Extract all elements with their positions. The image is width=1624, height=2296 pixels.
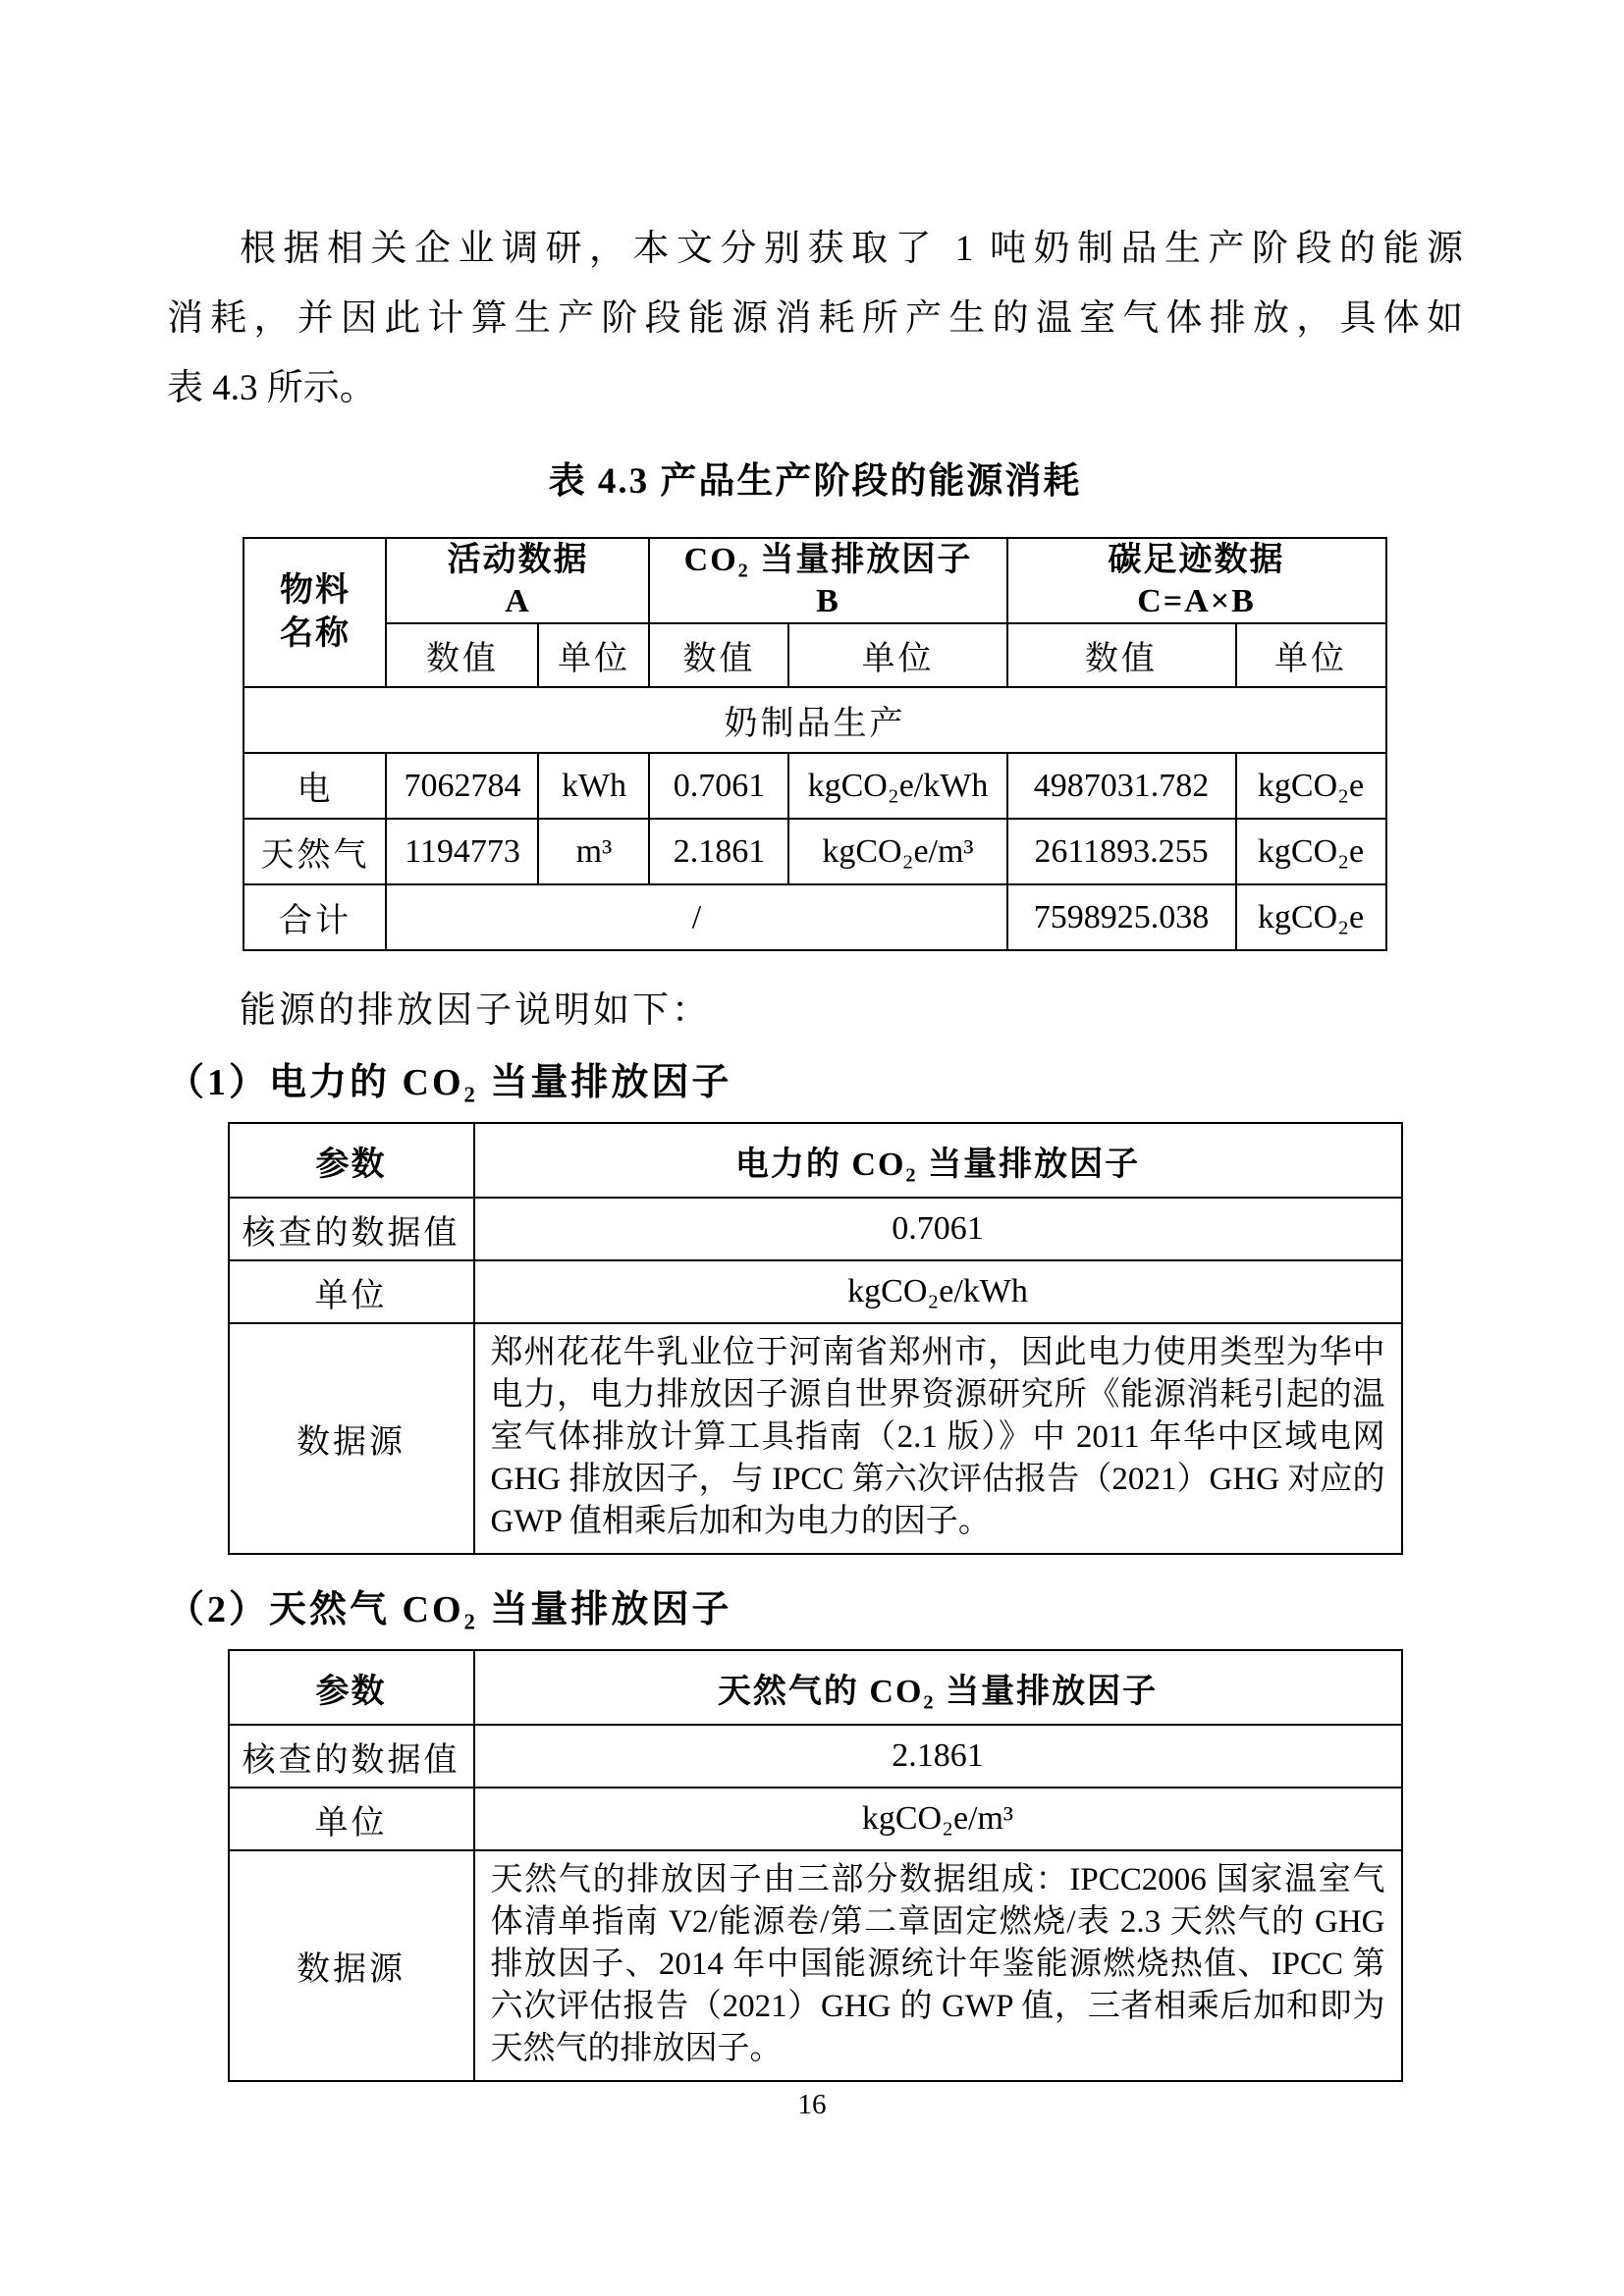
row-total-footprint-value: 7598925.038 [1007,884,1236,950]
electricity-factor-table [228,1122,1403,1555]
gas-source-line-2: 体清单指南 V2/能源卷/第二章固定燃烧/表 2.3 天然气的 GHG [490,1904,1385,1940]
gas-param-label: 参数 [229,1650,474,1725]
elec-param-value: 电力的 CO₂ 当量排放因子 [474,1123,1402,1198]
subheader-a-unit: 单位 [538,623,649,687]
elec-unit-label: 单位 [229,1260,474,1323]
gas-source-text [474,1850,1402,2081]
page-number: 16 [797,2089,827,2120]
row-total-footprint-unit: kgCO₂e [1236,884,1386,950]
group-row-dairy-production: 奶制品生产 [244,687,1385,753]
gas-verified-value: 2.1861 [474,1725,1402,1788]
header-material-name [244,538,386,687]
row-electricity-factor-value: 0.7061 [649,753,788,819]
elec-unit-value: kgCO₂e/kWh [474,1260,1402,1323]
subheader-b-value: 数值 [649,623,788,687]
header-activity-line-1: 活动数据 [447,541,589,578]
header-activity-line-2: A [505,582,531,619]
intro-paragraph-line-1: 根据相关企业调研，本文分别获取了 1 吨奶制品生产阶段的能源 [240,229,1463,269]
row-electricity-footprint-value: 4987031.782 [1007,753,1236,819]
gas-source-line-1: 天然气的排放因子由三部分数据组成：IPCC2006 国家温室气 [490,1862,1385,1897]
header-factor-line-2: B [816,582,840,619]
row-natural-gas-activity-unit: m³ [538,819,649,884]
subheader-b-unit: 单位 [788,623,1006,687]
energy-consumption-table [243,537,1386,951]
row-total-merged-slash: / [386,884,1006,950]
header-factor-line-1: CO₂ 当量排放因子 [683,541,973,578]
row-natural-gas-name: 天然气 [244,819,386,884]
row-electricity-factor-unit: kgCO₂e/kWh [788,753,1006,819]
elec-verified-value-label: 核查的数据值 [229,1198,474,1260]
row-natural-gas-activity-value: 1194773 [386,819,538,884]
elec-source-label: 数据源 [229,1323,474,1554]
table-4-3-title: 表 4.3 产品生产阶段的能源消耗 [548,461,1082,502]
gas-source-line-5: 天然气的排放因子。 [490,2031,783,2066]
header-material-line-2: 名称 [279,615,351,652]
header-activity-data [386,538,649,623]
gas-unit-value: kgCO₂e/m³ [474,1788,1402,1850]
emission-factor-note: 能源的排放因子说明如下： [240,990,711,1031]
subheader-c-unit: 单位 [1236,623,1386,687]
row-electricity-activity-value: 7062784 [386,753,538,819]
gas-source-label: 数据源 [229,1850,474,2081]
header-footprint-line-2: C=A×B [1137,582,1256,619]
intro-paragraph-line-3: 表 4.3 所示。 [167,368,376,408]
header-carbon-footprint [1007,538,1386,623]
header-material-line-1: 物料 [279,572,351,609]
elec-source-line-3: 室气体排放计算工具指南（2.1 版）》中 2011 年华中区域电网 [490,1419,1385,1455]
row-natural-gas-factor-unit: kgCO₂e/m³ [788,819,1006,884]
elec-source-line-2: 电力，电力排放因子源自世界资源研究所《能源消耗引起的温 [490,1377,1385,1413]
row-natural-gas-factor-value: 2.1861 [649,819,788,884]
elec-source-line-5: GWP 值相乘后加和为电力的因子。 [490,1504,991,1539]
section-1-heading: （1）电力的 CO₂ 当量排放因子 [167,1062,732,1103]
row-electricity-name: 电 [244,753,386,819]
row-natural-gas-footprint-unit: kgCO₂e [1236,819,1386,884]
gas-source-line-4: 六次评估报告（2021）GHG 的 GWP 值，三者相乘后加和即为 [490,1989,1385,2024]
elec-verified-value: 0.7061 [474,1198,1402,1260]
natural-gas-factor-table [228,1649,1403,2082]
row-electricity-activity-unit: kWh [538,753,649,819]
row-electricity-footprint-unit: kgCO₂e [1236,753,1386,819]
header-co2-factor [649,538,1006,623]
elec-source-line-1: 郑州花花牛乳业位于河南省郑州市，因此电力使用类型为华中 [490,1335,1385,1370]
gas-verified-value-label: 核查的数据值 [229,1725,474,1788]
elec-param-label: 参数 [229,1123,474,1198]
header-footprint-line-1: 碳足迹数据 [1108,541,1285,578]
gas-source-line-3: 排放因子、2014 年中国能源统计年鉴能源燃烧热值、IPCC 第 [490,1947,1385,1982]
subheader-a-value: 数值 [386,623,538,687]
row-total-name: 合计 [244,884,386,950]
elec-source-line-4: GHG 排放因子，与 IPCC 第六次评估报告（2021）GHG 对应的 [490,1462,1385,1497]
elec-source-text [474,1323,1402,1554]
subheader-c-value: 数值 [1007,623,1236,687]
intro-paragraph-line-2: 消耗，并因此计算生产阶段能源消耗所产生的温室气体排放，具体如 [167,298,1463,339]
gas-unit-label: 单位 [229,1788,474,1850]
section-2-heading: （2）天然气 CO₂ 当量排放因子 [167,1589,732,1630]
row-natural-gas-footprint-value: 2611893.255 [1007,819,1236,884]
gas-param-value: 天然气的 CO₂ 当量排放因子 [474,1650,1402,1725]
